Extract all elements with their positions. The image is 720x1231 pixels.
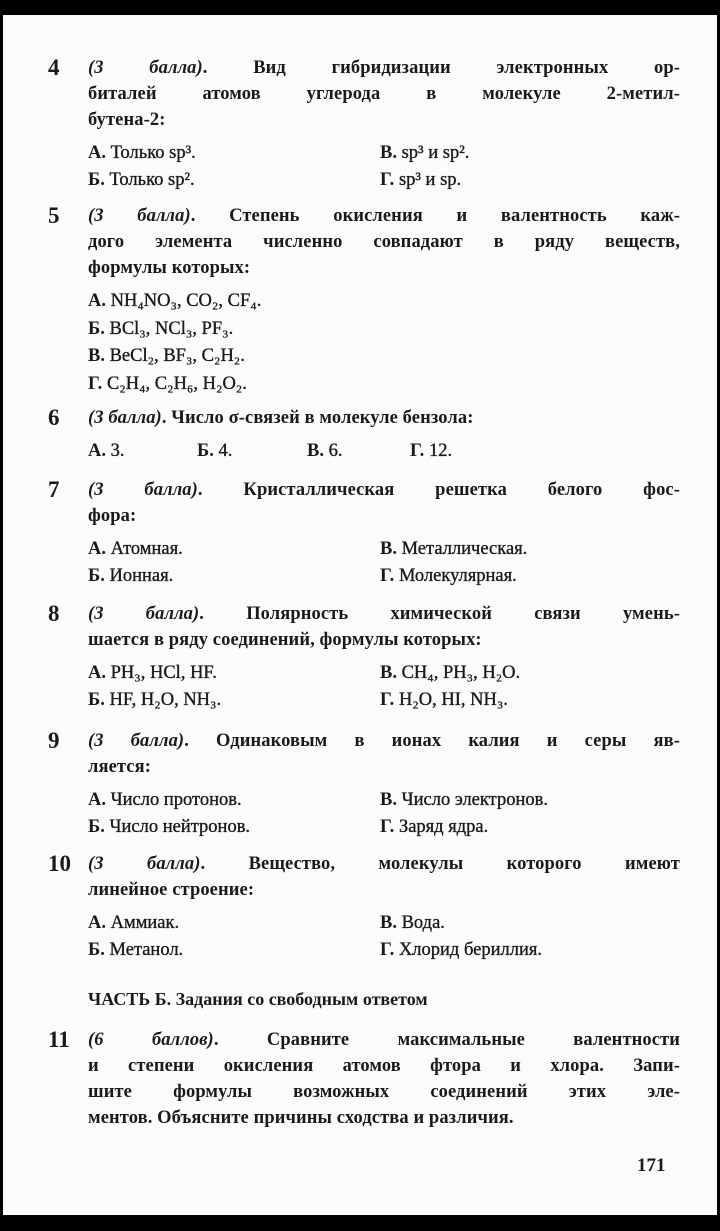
option-letter: Б. — [88, 690, 105, 710]
option-letter: Г. — [380, 170, 395, 190]
answer-option[interactable] — [307, 438, 342, 464]
option-text: Только sp³. — [110, 143, 196, 163]
question-text-line — [88, 477, 680, 503]
question-text-line — [88, 754, 680, 780]
option-letter: В. — [380, 143, 397, 163]
option-text: BCl₃, NCl₃, PF₃. — [109, 318, 234, 339]
points-label: (3 балла) — [88, 731, 185, 751]
option-letter: В. — [380, 790, 397, 810]
question-number: 10 — [48, 851, 71, 876]
question-text: . Степень окисления и валентность каж- — [190, 206, 680, 226]
answer-option[interactable] — [88, 687, 221, 713]
question-text-line — [88, 107, 680, 133]
option-letter: А. — [88, 790, 106, 810]
question-text: фора: — [88, 506, 137, 526]
option-text: Метанол. — [109, 940, 184, 960]
option-letter: Б. — [88, 817, 105, 837]
option-text: 12. — [428, 441, 453, 461]
question-number: 4 — [48, 55, 60, 80]
answer-option[interactable] — [380, 140, 469, 166]
question-text-line — [88, 877, 680, 903]
option-letter: В. — [88, 346, 105, 366]
answer-option[interactable] — [88, 316, 233, 342]
question-text-line — [88, 1079, 680, 1105]
option-letter: Б. — [88, 318, 105, 339]
option-letter: А. — [88, 291, 106, 311]
points-label: (6 баллов) — [88, 1030, 214, 1050]
question-number: 11 — [48, 1027, 70, 1052]
question-text: ляется: — [88, 757, 151, 777]
points-label: (3 балла) — [88, 206, 191, 226]
question-text: . Одинаковым в ионах калия и серы яв- — [184, 731, 680, 751]
answer-option[interactable] — [88, 937, 183, 963]
option-text: Число нейтронов. — [109, 817, 251, 837]
points-label: (3 балла) — [88, 58, 203, 78]
answer-option[interactable] — [380, 660, 520, 686]
question-text-line — [88, 405, 680, 431]
option-text: Заряд ядра. — [398, 817, 489, 837]
option-letter: В. — [380, 913, 397, 933]
option-text: Число электронов. — [401, 790, 548, 810]
option-letter: В. — [307, 441, 324, 461]
option-letter: Б. — [88, 566, 105, 586]
question-text: шается в ряду соединений, формулы которых: — [88, 630, 482, 650]
part-b-heading: ЧАСТЬ Б. Задания со свободным ответом — [88, 989, 428, 1009]
option-text: H₂O, HI, NH₃. — [398, 690, 508, 710]
option-letter: А. — [88, 441, 106, 461]
question-text: биталей атомов углерода в молекуле 2-метил- — [88, 84, 680, 104]
question-number: 9 — [48, 728, 60, 753]
option-text: 3. — [110, 441, 125, 461]
option-letter: А. — [88, 663, 106, 683]
option-text: Число протонов. — [110, 790, 242, 810]
points-label: (3 балла) — [88, 408, 162, 428]
answer-option[interactable] — [380, 167, 461, 193]
option-text: sp³ и sp². — [401, 143, 470, 163]
question-text-line — [88, 728, 680, 754]
option-letter: Б. — [88, 170, 105, 190]
question-number: 5 — [48, 203, 60, 228]
textbook-page — [3, 15, 717, 1215]
question-text-line — [88, 851, 680, 877]
question-text-line — [88, 1105, 680, 1131]
points-label: (3 балла) — [88, 480, 198, 500]
question-text: . Сравните максимальные валентности — [213, 1030, 680, 1050]
option-text: NH₄NO₃, CO₂, CF₄. — [110, 291, 262, 311]
question-number: 6 — [48, 405, 60, 430]
answer-option[interactable] — [88, 536, 183, 562]
option-letter: Г. — [88, 373, 103, 394]
question-text: линейное строение: — [88, 880, 255, 900]
option-letter: А. — [88, 143, 106, 163]
question-text: . Полярность химической связи умень- — [199, 604, 680, 624]
points-label: (3 балла) — [88, 854, 201, 874]
answer-option[interactable] — [88, 660, 217, 686]
option-letter: Б. — [197, 441, 214, 461]
option-text: Вода. — [401, 913, 445, 933]
option-text: sp³ и sp. — [398, 170, 462, 190]
question-text: дого элемента численно совпадают в ряду веществ, — [88, 232, 680, 252]
option-letter: Г. — [380, 817, 395, 837]
option-letter: А. — [88, 539, 106, 559]
option-text: Аммиак. — [110, 913, 180, 933]
answer-option[interactable] — [88, 288, 261, 314]
answer-option[interactable] — [88, 438, 125, 464]
question-text: бутена-2: — [88, 110, 166, 130]
option-text: Атомная. — [110, 539, 183, 559]
option-text: Хлорид бериллия. — [398, 940, 542, 960]
option-text: Молекулярная. — [398, 566, 517, 586]
page-number: 171 — [637, 1155, 666, 1176]
answer-option[interactable] — [88, 371, 247, 397]
answer-option[interactable] — [380, 687, 508, 713]
answer-option[interactable] — [380, 536, 527, 562]
question-number: 8 — [48, 601, 60, 626]
question-text-line — [88, 601, 680, 627]
option-letter: Г. — [410, 441, 425, 461]
question-text-line — [88, 1027, 680, 1053]
option-text: Ионная. — [109, 566, 174, 586]
answer-option[interactable] — [88, 787, 242, 813]
question-text: и степени окисления атомов фтора и хлора. Запи- — [88, 1056, 680, 1076]
option-letter: Б. — [88, 940, 105, 960]
question-text-line — [88, 203, 680, 229]
option-text: C₂H₄, C₂H₆, H₂O₂. — [106, 373, 247, 394]
question-number: 7 — [48, 477, 60, 502]
answer-option[interactable] — [380, 563, 517, 589]
answer-option[interactable] — [380, 910, 445, 936]
answer-option[interactable] — [88, 140, 196, 166]
question-text-line — [88, 1053, 680, 1079]
question-text: ментов. Объясните причины сходства и различия. — [88, 1108, 514, 1128]
answer-option[interactable] — [380, 937, 542, 963]
option-letter: А. — [88, 913, 106, 933]
answer-option[interactable] — [380, 814, 488, 840]
option-text: 4. — [218, 441, 233, 461]
option-letter: В. — [380, 663, 397, 683]
question-text: . Число σ-связей в молекуле бензола: — [161, 408, 474, 428]
answer-option[interactable] — [88, 343, 245, 369]
answer-option[interactable] — [410, 438, 452, 464]
option-letter: Г. — [380, 566, 395, 586]
answer-option[interactable] — [88, 167, 195, 193]
answer-option[interactable] — [197, 438, 232, 464]
points-label: (3 балла) — [88, 604, 200, 624]
question-text: . Вещество, молекулы которого имеют — [200, 854, 680, 874]
option-text: HF, H₂O, NH₃. — [109, 690, 222, 710]
option-text: BeCl₂, BF₃, C₂H₂. — [109, 346, 245, 366]
answer-option[interactable] — [88, 563, 173, 589]
option-text: Только sp². — [109, 170, 195, 190]
question-text: . Кристаллическая решетка белого фос- — [197, 480, 680, 500]
answer-option[interactable] — [88, 814, 250, 840]
option-letter: Г. — [380, 940, 395, 960]
question-text-line — [88, 81, 680, 107]
question-text-line — [88, 503, 680, 529]
option-letter: Г. — [380, 690, 395, 710]
option-text: 6. — [328, 441, 343, 461]
option-text: CH₄, PH₃, H₂O. — [401, 663, 521, 683]
question-text: шите формулы возможных соединений этих эле- — [88, 1082, 680, 1102]
question-text: . Вид гибридизации электронных ор- — [202, 58, 680, 78]
question-text: формулы которых: — [88, 258, 251, 278]
option-text: PH₃, HCl, HF. — [110, 663, 217, 683]
question-text-line — [88, 627, 680, 653]
option-text: Металлическая. — [401, 539, 528, 559]
question-text-line — [88, 55, 680, 81]
answer-option[interactable] — [380, 787, 548, 813]
question-text-line — [88, 255, 680, 281]
option-letter: В. — [380, 539, 397, 559]
answer-option[interactable] — [88, 910, 179, 936]
question-text-line — [88, 229, 680, 255]
